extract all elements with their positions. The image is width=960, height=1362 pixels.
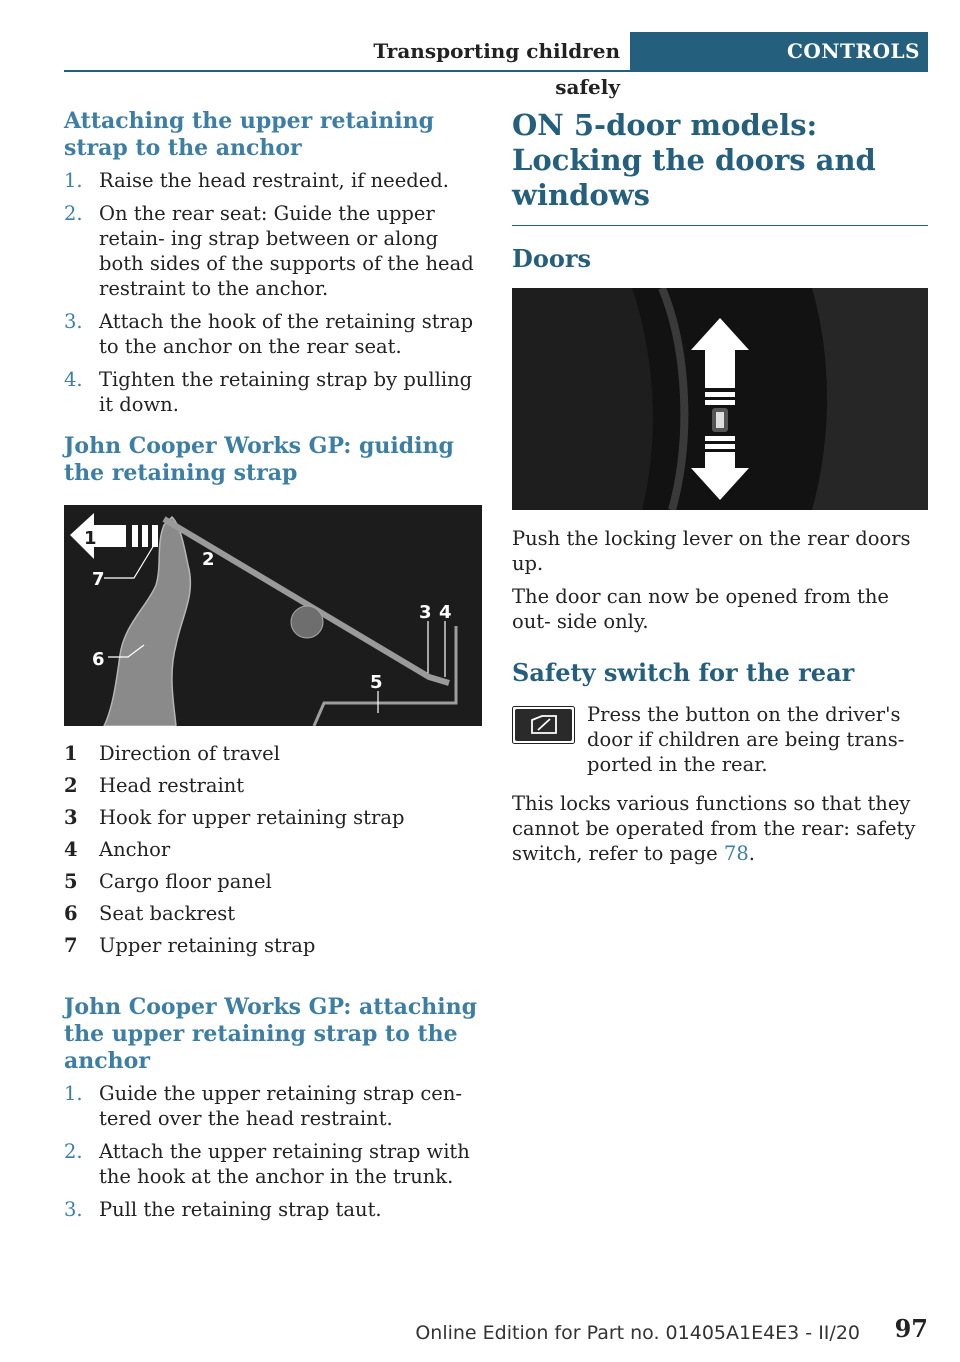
header-rule <box>64 70 928 72</box>
doors-paragraph-1: Push the locking lever on the rear doors up. <box>512 527 911 575</box>
legend-key: 6 <box>64 902 78 925</box>
left-column <box>64 108 482 1230</box>
step-number: 4. <box>64 368 83 391</box>
legend-row <box>64 770 482 802</box>
arrow-bar <box>705 444 735 449</box>
legend-key: 5 <box>64 870 78 893</box>
step-number: 3. <box>64 310 83 333</box>
arrow-bar <box>152 525 158 547</box>
step-text: Raise the head restraint, if needed. <box>99 169 449 192</box>
legend-key: 7 <box>64 934 78 957</box>
gp-strap-diagram <box>64 505 482 726</box>
callout-1: 1 <box>84 528 97 549</box>
callout-4: 4 <box>439 602 452 623</box>
step-number: 3. <box>64 1198 83 1221</box>
edition-footer: Online Edition for Part no. 01405A1E4E3 - II/20 <box>415 1322 860 1344</box>
safety-text: This locks various functions so that they cannot be operated from the rear: safety switch, refer to page <box>512 792 916 865</box>
step-item <box>64 168 482 193</box>
callout-3: 3 <box>419 602 432 623</box>
section-heading: ON 5-door models: Locking the doors and windows <box>512 108 876 212</box>
legend-value: Anchor <box>99 838 171 861</box>
legend-value: Head restraint <box>99 774 245 797</box>
step-item <box>64 1081 482 1131</box>
gp-attach-steps <box>64 1081 482 1222</box>
arrow-bar <box>142 525 148 547</box>
arrow-bar <box>705 436 735 441</box>
section-rule <box>512 225 928 226</box>
step-text: Pull the retaining strap taut. <box>99 1198 382 1221</box>
step-number: 1. <box>64 1082 83 1105</box>
callout-5: 5 <box>370 672 383 693</box>
step-item <box>64 1139 482 1189</box>
step-text: Tighten the retaining strap by pulling it down. <box>99 368 473 416</box>
step-item <box>64 201 482 301</box>
step-item <box>64 1197 482 1222</box>
door-panel-shape <box>512 288 653 510</box>
callout-6: 6 <box>92 649 105 670</box>
safety-switch-heading: Safety switch for the rear <box>512 658 855 687</box>
safety-text-end: . <box>748 842 755 865</box>
gp-guiding-heading: John Cooper Works GP: guiding the retaining strap <box>64 433 454 486</box>
step-text: Guide the upper retaining strap cen‐ tered over the head restraint. <box>99 1082 462 1130</box>
chapter-tab[interactable]: CONTROLS <box>630 32 928 70</box>
step-text: On the rear seat: Guide the upper retain‐ ing strap between or along both sides of the supports of the head restraint to the anchor. <box>99 202 474 300</box>
right-column <box>512 108 928 874</box>
legend-value: Direction of travel <box>99 742 280 765</box>
legend-key: 2 <box>64 774 78 797</box>
attach-anchor-heading: Attaching the upper retaining strap to the anchor <box>64 108 434 161</box>
window-lock-button-icon <box>512 706 575 744</box>
legend-row <box>64 866 482 898</box>
step-item <box>64 309 482 359</box>
step-number: 2. <box>64 202 83 225</box>
ball-shape <box>291 606 323 638</box>
callout-7: 7 <box>92 569 105 590</box>
callout-2: 2 <box>202 549 215 570</box>
legend-value: Upper retaining strap <box>99 934 316 957</box>
legend-row <box>64 834 482 866</box>
legend-key: 3 <box>64 806 78 829</box>
page-reference-link[interactable]: 78 <box>723 842 749 865</box>
step-number: 2. <box>64 1140 83 1163</box>
running-header-title: Transporting children safely <box>373 39 620 99</box>
arrow-bar <box>705 400 735 405</box>
legend-value: Hook for upper retaining strap <box>99 806 405 829</box>
legend-key: 1 <box>64 742 78 765</box>
safety-switch-note <box>512 702 928 777</box>
figure-legend <box>64 738 482 962</box>
legend-row <box>64 738 482 770</box>
gp-attach-heading: John Cooper Works GP: attaching the upper retaining strap to the anchor <box>64 994 477 1074</box>
legend-row <box>64 898 482 930</box>
legend-value: Seat backrest <box>99 902 236 925</box>
doors-paragraph-2: The door can now be opened from the out‐ side only. <box>512 585 889 633</box>
legend-key: 4 <box>64 838 78 861</box>
door-lock-photo <box>512 288 928 510</box>
attach-anchor-steps <box>64 168 482 417</box>
arrow-bar <box>705 392 735 397</box>
safety-switch-instruction: Press the button on the driver's door if children are being trans‐ ported in the rear. <box>587 703 905 776</box>
page-number: 97 <box>894 1314 928 1343</box>
legend-row <box>64 930 482 962</box>
door-frame-shape <box>812 288 928 510</box>
doors-heading: Doors <box>512 244 591 273</box>
safety-switch-paragraph <box>512 791 928 866</box>
lock-glyph-icon <box>716 412 724 428</box>
legend-value: Cargo floor panel <box>99 870 272 893</box>
legend-row <box>64 802 482 834</box>
step-item <box>64 367 482 417</box>
arrow-bar <box>132 525 138 547</box>
step-text: Attach the hook of the retaining strap to the anchor on the rear seat. <box>99 310 474 358</box>
step-number: 1. <box>64 169 83 192</box>
step-text: Attach the upper retaining strap with the hook at the anchor in the trunk. <box>99 1140 470 1188</box>
